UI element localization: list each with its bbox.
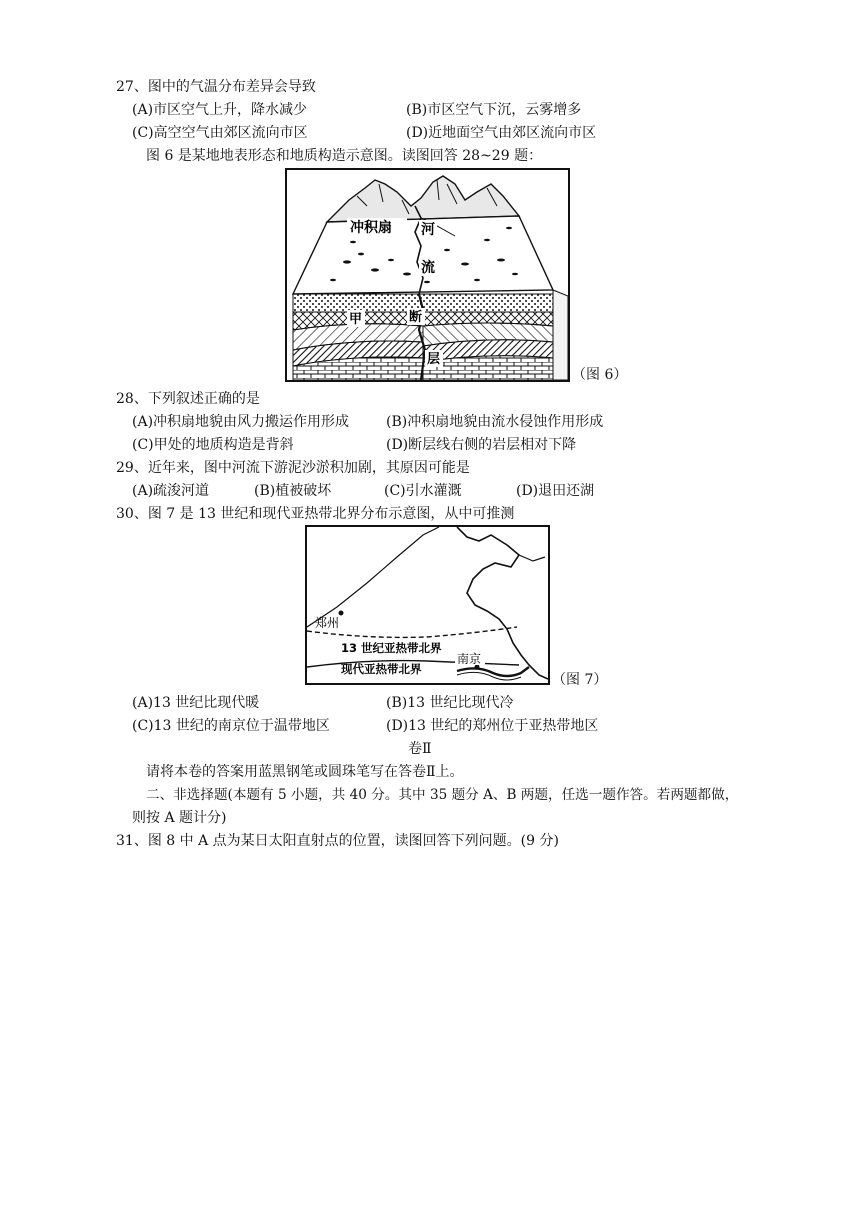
city-nanjing-label: 南京 [457, 652, 482, 666]
figure-6 [285, 168, 570, 382]
part2-heading: 卷Ⅱ [408, 741, 432, 757]
part2-instruction: 请将本卷的答案用蓝黑钢笔或圆珠笔写在答卷Ⅱ上。 [146, 764, 464, 780]
q31-stem: 31、图 8 中 A 点为某日太阳直射点的位置，读图回答下列问题。(9 分) [116, 833, 559, 849]
q30-option-d: (D)13 世纪的郑州位于亚热带地区 [386, 718, 599, 734]
q28-option-c: (C)甲处的地质构造是背斜 [132, 437, 294, 453]
q30-stem: 30、图 7 是 13 世纪和现代亚热带北界分布示意图，从中可推测 [116, 506, 515, 522]
q28-stem: 28、下列叙述正确的是 [116, 391, 260, 407]
figure-6-caption: （图 6） [572, 367, 628, 383]
river-yangtze [457, 667, 529, 676]
city-zhengzhou-label: 郑州 [315, 616, 340, 630]
q27-option-b: (B)市区空气下沉，云雾增多 [406, 102, 582, 118]
q28-option-d: (D)断层线右侧的岩层相对下降 [386, 437, 577, 453]
figure-7-map [307, 527, 548, 683]
label-jia: 甲 [349, 312, 363, 327]
fig6-intro: 图 6 是某地地表形态和地质构造示意图。读图回答 28~29 题： [146, 148, 543, 164]
label-modern-line: 现代亚热带北界 [341, 662, 422, 676]
q29-stem: 29、近年来，图中河流下游泥沙淤积加剧，其原因可能是 [116, 460, 470, 476]
section-description-line2: 则按 A 题计分) [132, 810, 227, 826]
label-fault-2: 层 [427, 352, 441, 367]
city-zhengzhou-dot [339, 611, 344, 616]
label-river-2: 流 [421, 260, 435, 276]
q28-option-a: (A)冲积扇地貌由风力搬运作用形成 [132, 414, 350, 430]
q27-option-a: (A)市区空气上升，降水减少 [132, 102, 308, 118]
coastline-north [307, 527, 439, 627]
label-fan: 冲积扇 [350, 220, 392, 236]
figure-6-drawing [287, 170, 568, 380]
figure-7 [305, 525, 550, 685]
q28-option-b: (B)冲积扇地貌由流水侵蚀作用形成 [386, 414, 604, 430]
label-river-1: 河 [421, 222, 435, 238]
q29-option-d: (D)退田还湖 [516, 483, 595, 499]
q27-option-c: (C)高空空气由郊区流向市区 [132, 125, 308, 141]
label-fault-1: 断 [409, 310, 423, 325]
q27-option-d: (D)近地面空气由郊区流向市区 [406, 125, 597, 141]
q29-option-c: (C)引水灌溉 [384, 483, 462, 499]
q29-option-b: (B)植被破坏 [254, 483, 332, 499]
mountains [327, 176, 519, 222]
q30-option-c: (C)13 世纪的南京位于温带地区 [132, 718, 330, 734]
q29-option-a: (A)疏浚河道 [132, 483, 210, 499]
q30-option-a: (A)13 世纪比现代暖 [132, 695, 260, 711]
label-13th-century-line: 13 世纪亚热带北界 [341, 641, 442, 655]
figure-7-caption: （图 7） [552, 672, 608, 688]
q30-option-b: (B)13 世纪比现代冷 [386, 695, 514, 711]
section-description-line1: 二、非选择题(本题有 5 小题，共 40 分。其中 35 题分 A、B 两题，任选一题作答。若两题都做， [146, 787, 739, 803]
q27-stem: 27、图中的气温分布差异会导致 [116, 79, 316, 95]
